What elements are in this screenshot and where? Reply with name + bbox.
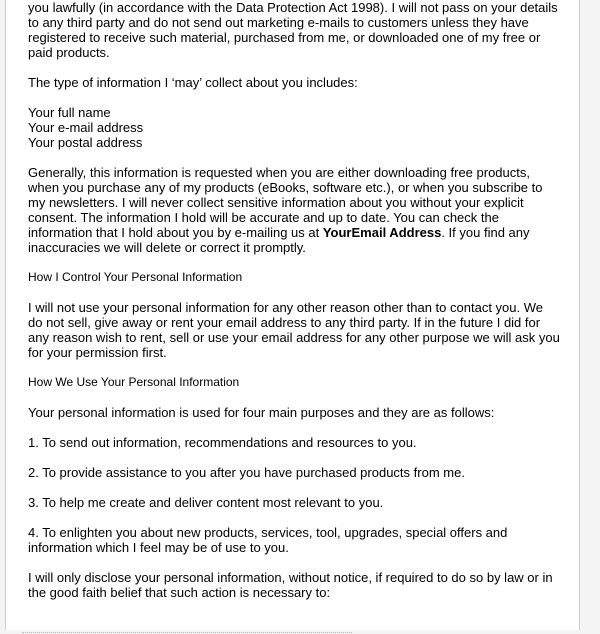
use-item-2: 2. To provide assistance to you after you have purchased products from me.	[28, 465, 465, 480]
use-item-4: 4. To enlighten you about new products, services, tool, upgrades, special offers and information which I feel may be of use to you.	[28, 525, 508, 555]
info-item-name: Your full name	[28, 105, 111, 120]
disclose-paragraph: I will only disclose your personal information, without notice, if required to do so by law or in the good faith belief that such action is necessary to:	[28, 570, 553, 600]
control-heading: How I Control Your Personal Information	[28, 270, 243, 284]
info-types-intro: The type of information I ‘may’ collect about you includes:	[28, 75, 358, 90]
use-item-3: 3. To help me create and deliver content most relevant to you.	[28, 495, 384, 510]
info-types-list	[28, 105, 561, 150]
document-page	[5, 0, 580, 630]
use-intro: Your personal information is used for four main purposes and they are as follows:	[28, 405, 495, 420]
use-heading: How We Use Your Personal Information	[28, 375, 240, 389]
intro-paragraph: you lawfully (in accordance with the Data Protection Act 1998). I will not pass on your details to any third party and do not send out marketing e-mails to customers unless they have registered to receive such material, purchased from me, or downloaded one of my free or paid products.	[28, 0, 558, 60]
general-text-before: Generally, this information is requested when you are either downloading free products, when you purchase any of my products (eBooks, software etc.), or when you subscribe to my newsletters. I will never collect sensitive information about you without your explicit consent. The information I hold will be accurate and up to date. You can check the information that I hold about you by e-mailing us at	[28, 165, 543, 240]
info-item-postal: Your postal address	[28, 135, 143, 150]
general-text-after: . If you find any inaccuracies we will delete or correct it promptly.	[28, 225, 530, 255]
info-item-email: Your e-mail address	[28, 120, 144, 135]
use-item-1: 1. To send out information, recommendations and resources to you.	[28, 435, 417, 450]
contact-email: YourEmail Address	[322, 225, 442, 240]
control-paragraph: I will not use your personal information for any other reason other than to contact you. We do not sell, give away or rent your email address to any third party. If in the future I did for any reason wish to rent, sell or use your email address for any other purpose we will ask you for your permission first.	[28, 300, 560, 360]
general-paragraph	[28, 165, 561, 255]
